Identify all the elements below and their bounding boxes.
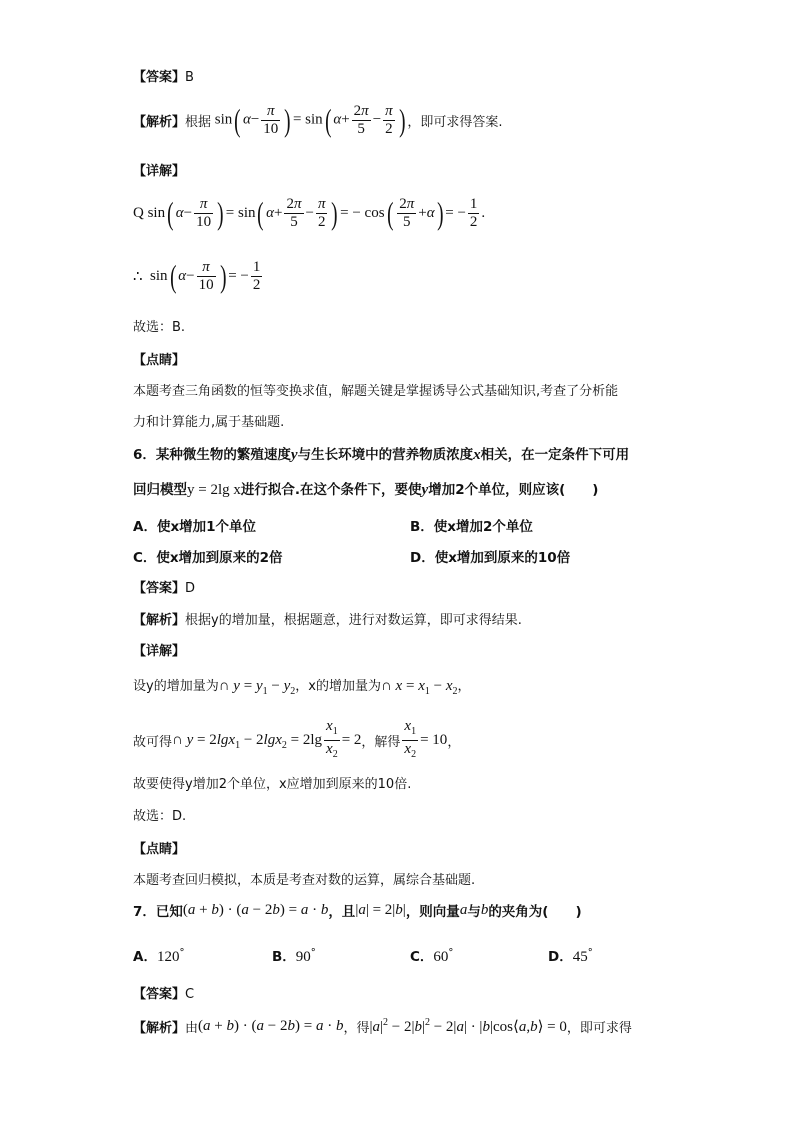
comment-line-1: 本题考查三角函数的恒等变换求值，解题关键是掌握诱导公式基础知识,考查了分析能	[133, 384, 619, 399]
option-6b[interactable]: B．使x增加2个单位	[410, 519, 533, 535]
option-6a[interactable]: A．使x增加1个单位	[133, 519, 257, 535]
analysis-tag: 【解析】	[133, 114, 186, 130]
option-7d[interactable]: D．45°	[548, 947, 593, 965]
answer-value: C	[185, 987, 195, 1002]
analysis-line-7: 【解析】 由 (a + b) · (a − 2b) = a · b ，得 $|a|^2 - 2|b|^2 - 2|a|$ · |b|cos⟨a,b⟩ = 0 ，即可求得	[133, 1017, 632, 1036]
option-7b[interactable]: B．90°	[272, 947, 316, 965]
analysis-line-6: 【解析】根据y的增加量，根据题意，进行对数运算，即可求得结果.	[133, 613, 522, 628]
analysis-formula: sin( α− $\frac{\pi}{10}$ ) = sin( α+ $\frac{2\pi}{5}$ − $\frac{\pi}{2}$ )	[211, 102, 406, 138]
analysis-line-5: 【解析】 根据 sin( α− $\frac{\pi}{10}$ ) = sin( α+ $\frac{2\pi}{5}$ − $\frac{\pi}{2}$ ) ，即可求得答案.	[133, 102, 503, 138]
option-7a[interactable]: A．120°	[133, 947, 185, 965]
detail-6-line-2: 故可得 ∩ y = 2lgx$_1$ − 2lgx$_2$ = 2lg $\frac{x_1}{x_2}$ = 2 ，解得 $\frac{x_1}{x_2}$ = 10 ，	[133, 718, 461, 760]
answer-line-7: 【答案】C	[133, 987, 195, 1002]
answer-line-5	[133, 66, 194, 85]
detail-6-line-3: 故要使得y增加2个单位，x应增加到原来的10倍.	[133, 777, 412, 792]
comment-tag-5: 【点睛】	[133, 353, 186, 368]
comment-line-2: 力和计算能力,属于基础题.	[133, 415, 285, 430]
because-symbol: Q	[133, 204, 144, 221]
detail-formula-1: Q sin ( α − $\frac{\pi}{10}$ ) = sin ( α + $\frac{2\pi}{5}$ − $\frac{\pi}{2}$ ) = − cos ( $\frac{2\pi}{5}$ + α ) = − $\frac{1}{2}$ .	[133, 195, 486, 231]
answer-value: B	[185, 70, 194, 85]
choose-5: 故选：B.	[133, 320, 186, 335]
detail-6-line-1: 设y的增加量为∩ $y = y_1 - y_2$，x的增加量为∩ $x = x_1 - x_2$，	[133, 678, 471, 697]
question-6-line-2: 回归模型y = 2lg x进行拟合.在这个条件下，要使y增加2个单位，则应该( )	[133, 482, 599, 498]
detail-formula-2: ∴ sin ( α − $\frac{\pi}{10}$ ) = − $\frac{1}{2}$	[133, 258, 261, 294]
detail-tag-6: 【详解】	[133, 644, 186, 659]
option-6c[interactable]: C．使x增加到原来的2倍	[133, 550, 283, 566]
choose-6: 故选：D.	[133, 809, 187, 824]
answer-line-6: 【答案】D	[133, 581, 196, 596]
question-7: 7．已知 (a + b) · (a − 2b) = a · b ，且 |a| = 2|b| ，则向量 a 与 b 的夹角为( )	[133, 901, 582, 920]
question-6-line-1: 6．某种微生物的繁殖速度y与生长环境中的营养物质浓度x相关，在一定条件下可用	[133, 447, 630, 463]
answer-value: D	[185, 581, 196, 596]
detail-tag-5: 【详解】	[133, 164, 186, 179]
answer-tag: 【答案】	[133, 70, 186, 85]
comment-6: 本题考查回归模拟，本质是考查对数的运算，属综合基础题.	[133, 873, 476, 888]
option-7c[interactable]: C．60°	[410, 947, 454, 965]
therefore-symbol: ∴	[133, 268, 143, 285]
comment-tag-6: 【点睛】	[133, 842, 186, 857]
option-6d[interactable]: D．使x增加到原来的10倍	[410, 550, 571, 566]
